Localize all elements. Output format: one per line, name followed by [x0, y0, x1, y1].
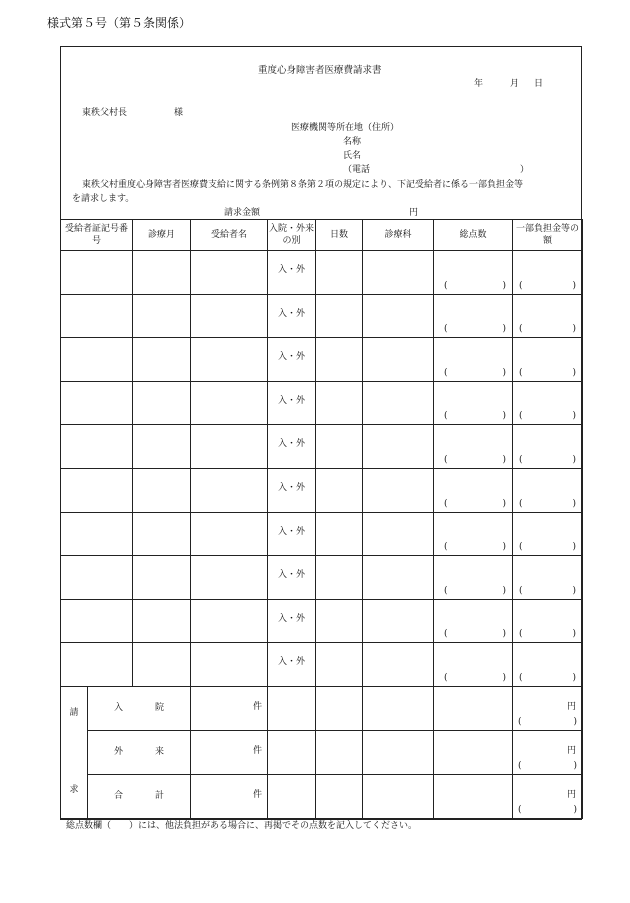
month-cell[interactable]: [133, 251, 191, 295]
paren-close: ): [572, 367, 577, 378]
days-cell[interactable]: [316, 556, 363, 600]
date-year: 年: [474, 79, 484, 89]
recipient-number-cell[interactable]: [61, 512, 133, 556]
paren-close: ): [502, 454, 507, 465]
inout-cell[interactable]: [268, 468, 316, 512]
copay-cell[interactable]: [513, 468, 583, 512]
paren-open: (: [444, 454, 448, 465]
paren-open: (: [519, 629, 523, 640]
header-days: 日数: [316, 220, 363, 251]
claim-side-char-2: 求: [69, 785, 79, 796]
month-cell[interactable]: [133, 425, 191, 469]
paren-close: ): [572, 411, 577, 422]
paren-open: (: [518, 804, 522, 815]
days-cell[interactable]: [316, 468, 363, 512]
claim-count-cell[interactable]: [191, 730, 268, 774]
recipient-number-cell[interactable]: [61, 251, 133, 295]
total-points-cell[interactable]: [434, 425, 513, 469]
paren-open: (: [444, 280, 448, 291]
paren-close: ): [573, 804, 578, 815]
header-recipient-name: 受給者名: [191, 220, 268, 251]
copay-cell[interactable]: [513, 294, 583, 338]
department-cell[interactable]: [363, 338, 434, 382]
claim-label-cell: [88, 686, 191, 730]
paren-close: ): [573, 760, 578, 771]
header-inout: 入院・外来の別: [268, 220, 316, 251]
paren-open: (: [444, 498, 448, 509]
claim-amount-cell[interactable]: [513, 686, 583, 730]
inout-cell[interactable]: [268, 556, 316, 600]
month-cell[interactable]: [133, 556, 191, 600]
table-row: [61, 599, 583, 643]
paren-close: ): [502, 280, 507, 291]
header-department: 診療科: [363, 220, 434, 251]
count-unit: 件: [253, 789, 263, 800]
paren-close: ): [502, 324, 507, 335]
days-cell[interactable]: [316, 251, 363, 295]
inout-label: 入・外: [278, 439, 306, 450]
month-cell[interactable]: [133, 468, 191, 512]
claim-row-inpatient: [61, 686, 583, 730]
claim-count-cell[interactable]: [191, 686, 268, 730]
yen-unit: 円: [567, 701, 577, 712]
days-cell[interactable]: [316, 512, 363, 556]
table-row: [61, 556, 583, 600]
recipient-number-cell[interactable]: [61, 643, 133, 687]
applicant-name-label: 名称: [343, 137, 362, 147]
table-row: [61, 381, 583, 425]
claim-side-label: [61, 686, 88, 818]
applicant-address-label: 医療機関等所在地（住所）: [291, 123, 400, 133]
days-cell[interactable]: [316, 425, 363, 469]
claim-label-cell: [88, 730, 191, 774]
paren-open: (: [519, 367, 523, 378]
copay-cell[interactable]: [513, 338, 583, 382]
paren-close: ): [573, 716, 578, 727]
claim-amount-cell[interactable]: [513, 774, 583, 818]
paren-open: (: [519, 672, 523, 683]
paren-close: ): [572, 585, 577, 596]
table-row: [61, 512, 583, 556]
recipient-number-cell[interactable]: [61, 425, 133, 469]
inout-label: 入・外: [278, 657, 306, 668]
date-month: 月: [510, 79, 520, 89]
recipient-number-cell[interactable]: [61, 294, 133, 338]
claim-label: 外 来: [114, 746, 165, 757]
recipient-name-cell[interactable]: [191, 294, 268, 338]
inout-cell[interactable]: [268, 338, 316, 382]
inout-cell[interactable]: [268, 294, 316, 338]
claim-label-cell: [88, 774, 191, 818]
department-cell[interactable]: [363, 425, 434, 469]
recipient-name-cell[interactable]: [191, 512, 268, 556]
inout-label: 入・外: [278, 613, 306, 624]
header-month: 診療月: [133, 220, 191, 251]
paren-open: (: [444, 542, 448, 553]
paren-open: (: [444, 585, 448, 596]
recipient-number-cell[interactable]: [61, 381, 133, 425]
count-unit: 件: [253, 701, 263, 712]
form-reference: 様式第５号（第５条関係）: [47, 16, 192, 30]
amount-label: 請求金額: [224, 208, 261, 218]
total-points-cell[interactable]: [434, 251, 513, 295]
inout-cell[interactable]: [268, 425, 316, 469]
days-cell[interactable]: [316, 294, 363, 338]
recipient-name-cell[interactable]: [191, 468, 268, 512]
inout-label: 入・外: [278, 570, 306, 581]
body-line-2: を請求します。: [72, 194, 135, 204]
table-row: [61, 251, 583, 295]
recipient-name-cell[interactable]: [191, 338, 268, 382]
claim-side-char-1: 請: [69, 708, 79, 719]
recipient-name-cell[interactable]: [191, 643, 268, 687]
days-cell[interactable]: [316, 599, 363, 643]
total-points-cell[interactable]: [434, 512, 513, 556]
paren-close: ): [502, 367, 507, 378]
month-cell[interactable]: [133, 643, 191, 687]
total-points-cell[interactable]: [434, 294, 513, 338]
inout-cell[interactable]: [268, 512, 316, 556]
copay-cell[interactable]: [513, 599, 583, 643]
days-cell[interactable]: [316, 338, 363, 382]
inout-label: 入・外: [278, 265, 306, 275]
honorific: 様: [174, 108, 184, 118]
yen-unit: 円: [567, 745, 577, 756]
yen-unit: 円: [567, 789, 577, 800]
department-cell[interactable]: [363, 381, 434, 425]
table-row: [61, 294, 583, 338]
paren-open: (: [444, 411, 448, 422]
month-cell[interactable]: [133, 512, 191, 556]
total-points-cell[interactable]: [434, 599, 513, 643]
paren-open: (: [519, 280, 523, 291]
claim-label: 合 計: [114, 790, 165, 801]
department-cell[interactable]: [363, 294, 434, 338]
paren-open: (: [444, 629, 448, 640]
date-day: 日: [534, 79, 544, 89]
inout-cell[interactable]: [268, 599, 316, 643]
month-cell[interactable]: [133, 599, 191, 643]
body-line-1: 東秩父村重度心身障害者医療費支給に関する条例第８条第２項の規定により、下記受給者に係る一部負担金等: [82, 180, 524, 190]
total-points-cell[interactable]: [434, 338, 513, 382]
recipient-number-cell[interactable]: [61, 468, 133, 512]
copay-cell[interactable]: [513, 251, 583, 295]
paren-open: (: [519, 454, 523, 465]
table-row: [61, 643, 583, 687]
paren-open: (: [519, 498, 523, 509]
paren-close: ): [502, 672, 507, 683]
department-cell[interactable]: [363, 643, 434, 687]
claim-amount-cell[interactable]: [513, 730, 583, 774]
department-cell[interactable]: [363, 512, 434, 556]
footnote: 総点数欄（ ）には、他法負担がある場合に、再掲でその点数を記入してください。: [66, 821, 418, 831]
department-cell[interactable]: [363, 556, 434, 600]
inout-label: 入・外: [278, 482, 306, 493]
inout-cell[interactable]: [268, 643, 316, 687]
recipient-name-cell[interactable]: [191, 556, 268, 600]
claim-row-total: [61, 774, 583, 818]
inout-label: 入・外: [278, 352, 306, 363]
paren-open: (: [518, 760, 522, 771]
month-cell[interactable]: [133, 338, 191, 382]
recipient-number-cell[interactable]: [61, 599, 133, 643]
inout-label: 入・外: [278, 308, 306, 319]
claim-count-cell[interactable]: [191, 774, 268, 818]
copay-cell[interactable]: [513, 425, 583, 469]
paren-open: (: [518, 716, 522, 727]
table-row: [61, 338, 583, 382]
claim-label: 入 院: [114, 702, 165, 713]
copay-cell[interactable]: [513, 556, 583, 600]
form-title: 重度心身障害者医療費請求書: [258, 65, 382, 76]
month-cell[interactable]: [133, 381, 191, 425]
inout-label: 入・外: [278, 395, 306, 406]
paren-open: (: [519, 585, 523, 596]
phone-close: ）: [520, 165, 530, 175]
amount-unit: 円: [409, 208, 419, 218]
applicant-person-label: 氏名: [343, 151, 362, 161]
paren-open: (: [444, 367, 448, 378]
recipient-name-cell[interactable]: [191, 599, 268, 643]
paren-open: (: [444, 672, 448, 683]
header-copay: 一部負担金等の額: [513, 220, 583, 251]
addressee: 東秩父村長: [82, 108, 128, 118]
recipient-name-cell[interactable]: [191, 251, 268, 295]
recipient-name-cell[interactable]: [191, 381, 268, 425]
paren-close: ): [572, 454, 577, 465]
recipient-number-cell[interactable]: [61, 556, 133, 600]
department-cell[interactable]: [363, 468, 434, 512]
paren-open: (: [519, 542, 523, 553]
paren-open: (: [519, 411, 523, 422]
paren-close: ): [572, 672, 577, 683]
paren-close: ): [572, 542, 577, 553]
inout-label: 入・外: [278, 526, 306, 537]
total-points-cell[interactable]: [434, 643, 513, 687]
paren-close: ): [572, 324, 577, 335]
days-cell[interactable]: [316, 381, 363, 425]
recipient-name-cell[interactable]: [191, 425, 268, 469]
paren-open: (: [444, 324, 448, 335]
copay-cell[interactable]: [513, 381, 583, 425]
month-cell[interactable]: [133, 294, 191, 338]
total-points-cell[interactable]: [434, 556, 513, 600]
days-cell[interactable]: [316, 643, 363, 687]
copay-cell[interactable]: [513, 643, 583, 687]
paren-close: ): [502, 498, 507, 509]
inout-cell[interactable]: [268, 251, 316, 295]
claim-table: [60, 219, 583, 819]
paren-close: ): [502, 411, 507, 422]
paren-close: ): [572, 629, 577, 640]
total-points-cell[interactable]: [434, 468, 513, 512]
copay-cell[interactable]: [513, 512, 583, 556]
claim-row-outpatient: [61, 730, 583, 774]
header-recipient-number: 受給者証記号番号: [61, 220, 133, 251]
table-row: [61, 468, 583, 512]
paren-close: ): [502, 629, 507, 640]
paren-close: ): [572, 498, 577, 509]
total-points-cell[interactable]: [434, 381, 513, 425]
paren-close: ): [502, 542, 507, 553]
paren-close: ): [572, 280, 577, 291]
table-row: [61, 425, 583, 469]
header-total-points: 総点数: [434, 220, 513, 251]
paren-close: ): [502, 585, 507, 596]
paren-open: (: [519, 324, 523, 335]
department-cell[interactable]: [363, 251, 434, 295]
inout-cell[interactable]: [268, 381, 316, 425]
count-unit: 件: [253, 745, 263, 756]
recipient-number-cell[interactable]: [61, 338, 133, 382]
phone-open: （電話: [343, 165, 371, 175]
department-cell[interactable]: [363, 599, 434, 643]
